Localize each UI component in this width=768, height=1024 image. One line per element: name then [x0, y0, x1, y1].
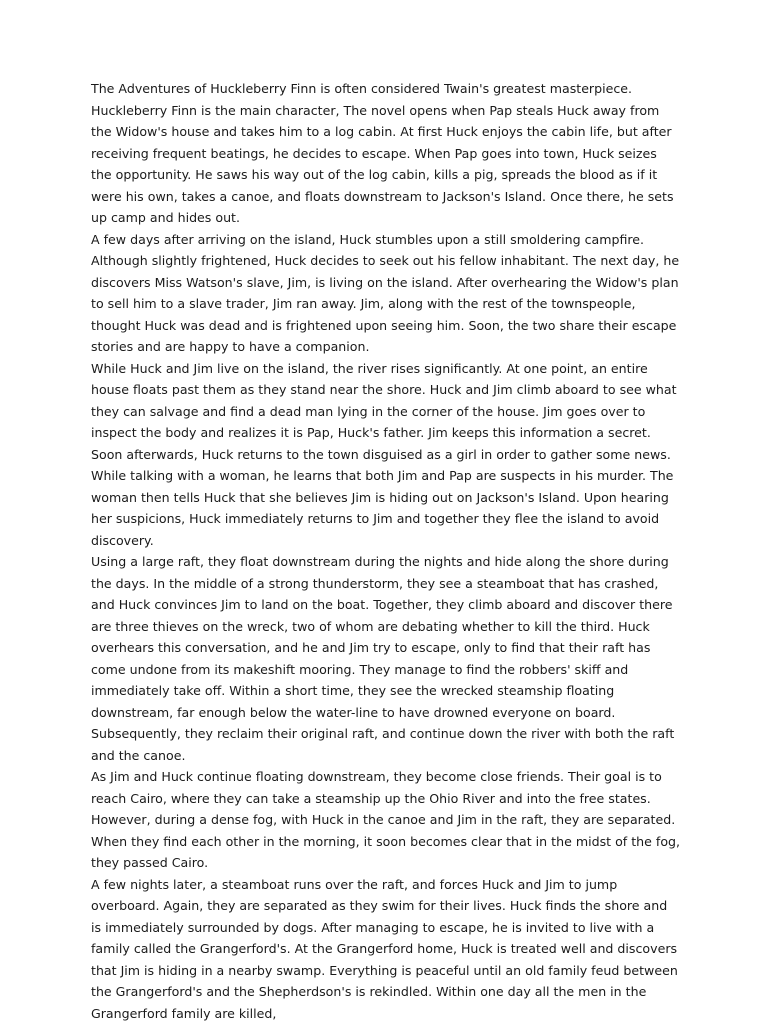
document-page: [91, 78, 681, 1024]
paragraph-3: While Huck and Jim live on the island, the river rises significantly. At one point, an entire house floats past them as they stand near the shore. Huck and Jim climb aboard to see what they can salvage and find a dead man lying in the corner of the house. Jim goes over to inspect the body and realizes it is Pap, Huck's father. Jim keeps this information a secret.: [91, 360, 677, 440]
paragraph-2: A few days after arriving on the island, Huck stumbles upon a still smoldering campfire. Although slightly frightened, Huck decides to seek out his fellow inhabitant. The next day, he discovers Miss Watson's slave, Jim, is living on the island. After overhearing the Widow's plan to sell him to a slave trader, Jim ran away. Jim, along with the rest of the townspeople, thought Huck was dead and is frightened upon seeing him. Soon, the two share their escape stories and are happy to have a companion.: [91, 231, 680, 354]
paragraph-1: The Adventures of Huckleberry Finn is often considered Twain's greatest masterpiece. Huckleberry Finn is the main character, The novel opens when Pap steals Huck away from the Widow's house and takes him to a log cabin. At first Huck enjoys the cabin life, but after receiving frequent beatings, he decides to escape. When Pap goes into town, Huck seizes the opportunity. He saws his way out of the log cabin, kills a pig, spreads the blood as if it were his own, takes a canoe, and floats downstream to Jackson's Island. Once there, he sets up camp and hides out.: [91, 81, 674, 225]
paragraph-5: Using a large raft, they float downstream during the nights and hide along the shore during the days. In the middle of a strong thunderstorm, they see a steamboat that has crashed, and Huck convinces Jim to land on the boat. Together, they climb aboard and discover there are three thieves on the wreck, two of whom are debating whether to kill the third. Huck overhears this conversation, and he and Jim try to escape, only to find that their raft has come undone from its makeshift mooring. They manage to find the robbers' skiff and immediately take off. Within a short time, they see the wrecked steamship floating downstream, far enough below the water-line to have drowned everyone on board. Subsequently, they reclaim their original raft, and continue down the river with both the raft and the canoe.: [91, 554, 675, 763]
paragraph-7: A few nights later, a steamboat runs over the raft, and forces Huck and Jim to jump overboard. Again, they are separated as they swim for their lives. Huck finds the shore and is immediately surrounded by dogs. After managing to escape, he is invited to live with a family called the Grangerford's. At the Grangerford home, Huck is treated well and discovers that Jim is hiding in a nearby swamp. Everything is peaceful until an old family feud between the Grangerford's and the Shepherdson's is rekindled. Within one day all the men in the Grangerford family are killed,: [91, 876, 678, 1021]
paragraph-6: As Jim and Huck continue floating downstream, they become close friends. Their goal is to reach Cairo, where they can take a steamship up the Ohio River and into the free states. However, during a dense fog, with Huck in the canoe and Jim in the raft, they are separated. When they find each other in the morning, it soon becomes clear that in the midst of the fog, they passed Cairo.: [91, 769, 681, 870]
paragraph-4: Soon afterwards, Huck returns to the town disguised as a girl in order to gather some news. While talking with a woman, he learns that both Jim and Pap are suspects in his murder. The woman then tells Huck that she believes Jim is hiding out on Jackson's Island. Upon hearing her suspicions, Huck immediately returns to Jim and together they flee the island to avoid discovery.: [91, 446, 674, 548]
